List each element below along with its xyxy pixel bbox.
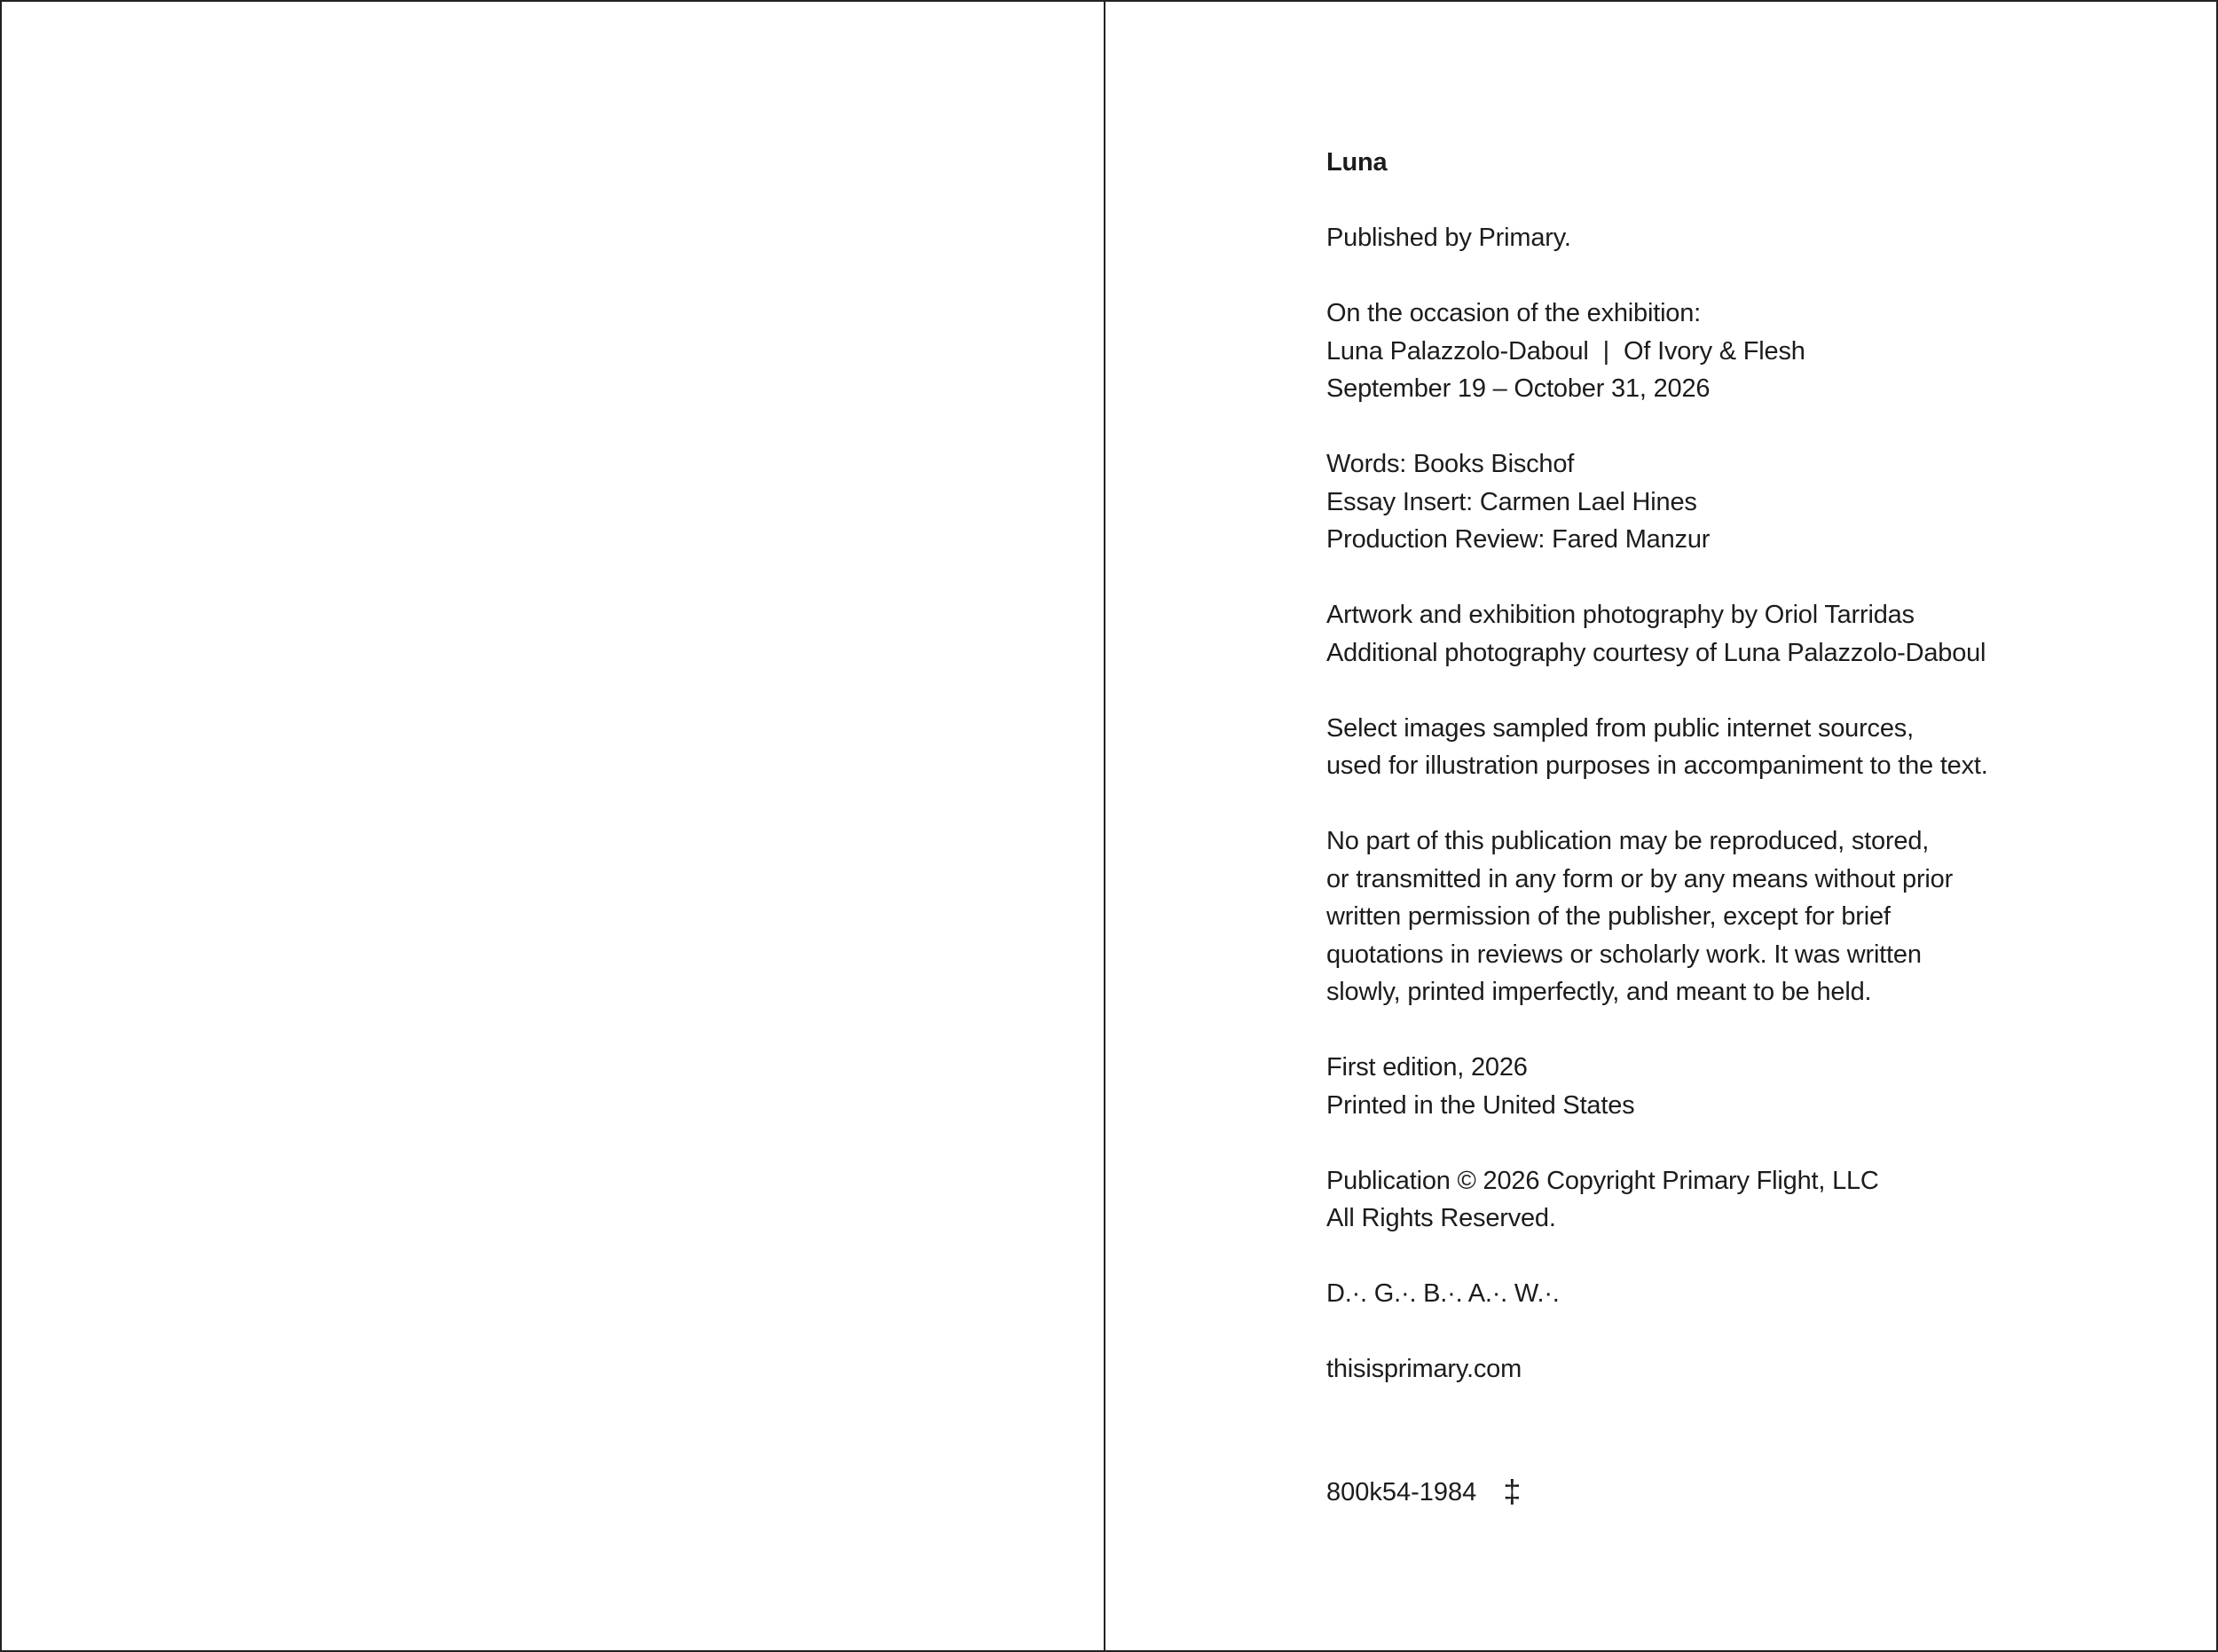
- book-title: Luna: [1326, 148, 1388, 177]
- edition-line: First edition, 2026: [1326, 1053, 1528, 1082]
- spacer: [1326, 785, 2107, 823]
- credit-essay-insert: Essay Insert: Carmen Lael Hines: [1326, 487, 1697, 516]
- image-note-line: Select images sampled from public internet sources,: [1326, 713, 1914, 743]
- publisher-line: Published by Primary.: [1326, 224, 1571, 252]
- spacer: [1326, 257, 2107, 295]
- catalog-code: 800k54-1984: [1326, 1478, 1477, 1506]
- spacer: [1326, 182, 2107, 220]
- rights-reserved-line: All Rights Reserved.: [1326, 1204, 1556, 1232]
- printed-in-line: Printed in the United States: [1326, 1090, 1635, 1120]
- photography-credit: Artwork and exhibition photography by Oriol Tarridas: [1326, 601, 1915, 629]
- title-separator: |: [1602, 336, 1610, 366]
- initials-line: D.·. G.·. B.·. A.·. W.·.: [1326, 1279, 1560, 1308]
- spacer: [1326, 1238, 2107, 1276]
- image-note-line: used for illustration purposes in accompaniment to the text.: [1326, 751, 1988, 780]
- rights-notice-line: quotations in reviews or scholarly work. It was written: [1326, 940, 1922, 969]
- exhibition-artist-title-line: [1326, 333, 2107, 371]
- exhibition-title: Of Ivory & Flesh: [1624, 336, 1805, 366]
- website-url: thisisprimary.com: [1326, 1355, 1522, 1383]
- exhibition-dates: September 19 – October 31, 2026: [1326, 374, 1711, 403]
- additional-photography-credit: Additional photography courtesy of Luna Palazzolo-Daboul: [1326, 638, 1986, 667]
- copyright-line: Publication © 2026 Copyright Primary Flight, LLC: [1326, 1166, 1879, 1195]
- credit-production-review: Production Review: Fared Manzur: [1326, 525, 1711, 554]
- rights-notice-line: written permission of the publisher, except for brief: [1326, 902, 1891, 931]
- double-dagger-icon: ‡: [1503, 1473, 1522, 1509]
- rights-notice-line: or transmitted in any form or by any means without prior: [1326, 864, 1954, 893]
- right-page-colophon: [1107, 2, 2216, 1650]
- exhibition-intro: On the occasion of the exhibition:: [1326, 299, 1702, 327]
- exhibition-artist: Luna Palazzolo-Daboul: [1326, 336, 1589, 366]
- spacer: [1326, 672, 2107, 710]
- spacer: [1326, 1313, 2107, 1351]
- rights-notice-line: slowly, printed imperfectly, and meant to be held.: [1326, 978, 1872, 1006]
- colophon-text-block: [1326, 144, 2107, 1388]
- spacer: [1326, 408, 2107, 446]
- spacer: [1326, 1124, 2107, 1162]
- spacer: [1326, 1011, 2107, 1050]
- left-page-blank: [2, 2, 1105, 1650]
- rights-notice-line: No part of this publication may be reproduced, stored,: [1326, 827, 1930, 855]
- credit-words: Words: Books Bischof: [1326, 450, 1575, 478]
- spacer: [1326, 559, 2107, 597]
- catalog-code-line: [1326, 1473, 1521, 1511]
